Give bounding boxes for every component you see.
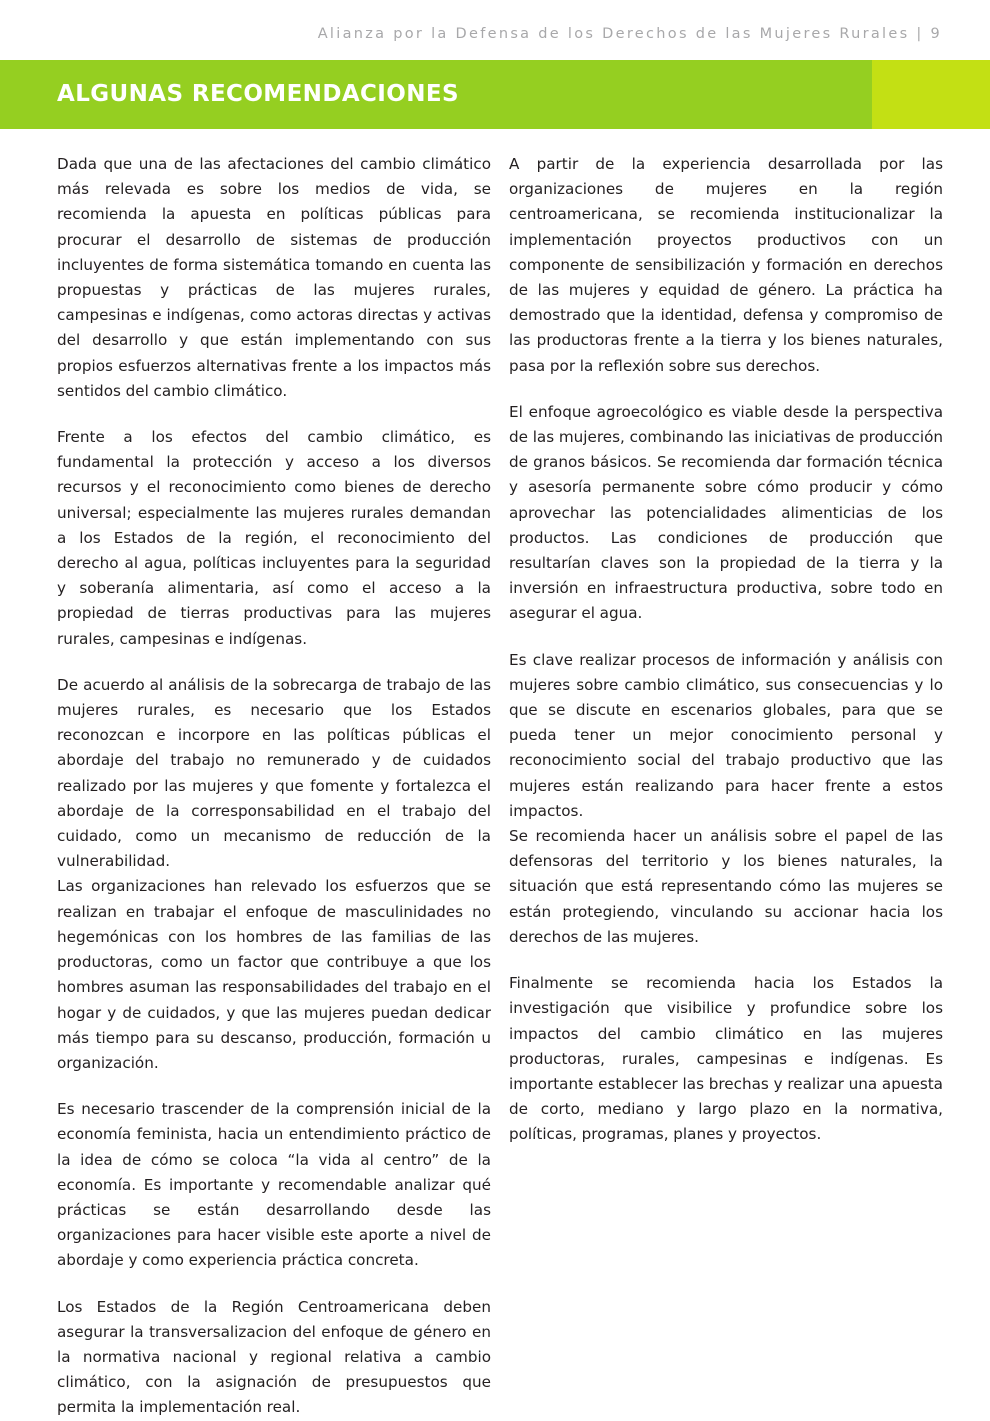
section-title: ALGUNAS RECOMENDACIONES [57,81,459,107]
paragraph: Es clave realizar procesos de información y análisis con mujeres sobre cambio climático, sus consecuencias y lo que se discute en escenarios globales, para que se pueda tener un mejor conocimiento personal y reconocimiento social del trabajo productivo que las mujeres están realizando para hacer frente a estos impactos. [509,650,943,820]
banner-main-block [0,60,872,129]
running-header: Alianza por la Defensa de los Derechos de las Mujeres Rurales | 9 [317,26,942,42]
right-column [509,152,943,1421]
paragraph: De acuerdo al análisis de la sobrecarga de trabajo de las mujeres rurales, es necesario que los Estados reconozcan e incorpore en las políticas públicas el abordaje del trabajo no remunerado y de cuidados realizado por las mujeres y que fomente y fortalezca el abordaje de la corresponsabilidad en el trabajo del cuidado, como un mecanismo de reducción de la vulnerabilidad. [57,675,491,871]
paragraph: A partir de la experiencia desarrollada por las organizaciones de mujeres en la región centroamericana, se recomienda institucionalizar la implementación proyectos productivos con un componente de sensibilización y formación en derechos de las mujeres y equidad de género. La práctica ha demostrado que la identidad, defensa y compromiso de las productoras frente a la tierra y los bienes naturales, pasa por la reflexión sobre sus derechos. [509,155,943,375]
section-banner [0,60,990,129]
paragraph: Se recomienda hacer un análisis sobre el papel de las defensoras del territorio y los bienes naturales, la situación que está representando cómo las mujeres se están protegiendo, vinculando su accionar hacia los derechos de las mujeres. [509,827,943,946]
paragraph: Dada que una de las afectaciones del cambio climático más relevada es sobre los medios de vida, se recomienda la apuesta en políticas públicas para procurar el desarrollo de sistemas de producción incluyentes de forma sistemática tomando en cuenta las propuestas y prácticas de las mujeres rurales, campesinas e indígenas, como actoras directas y activas del desarrollo y que están implementando con sus propios esfuerzos alternativas frente a los impactos más sentidos del cambio climático. [57,155,491,400]
body-columns [57,152,943,1421]
paragraph: Frente a los efectos del cambio climático, es fundamental la protección y acceso a los diversos recursos y el reconocimiento como bienes de derecho universal; especialmente las mujeres rurales demandan a los Estados de la región, el reconocimiento del derecho al agua, políticas incluyentes para la seguridad y soberanía alimentaria, así como el acceso a la propiedad de tierras productivas para las mujeres rurales, campesinas e indígenas. [57,428,491,648]
paragraph: Los Estados de la Región Centroamericana deben asegurar la transversalizacion del enfoque de género en la normativa nacional y regional relativa a cambio climático, con la asignación de presupuestos que permita la implementación real. [57,1297,491,1417]
paragraph: Las organizaciones han relevado los esfuerzos que se realizan en trabajar el enfoque de masculinidades no hegemónicas con los hombres de las familias de las productoras, como un factor que contribuye a que los hombres asuman las responsabilidades del trabajo en el hogar y de cuidados, y que las mujeres puedan dedicar más tiempo para su descanso, producción, formación u organización. [57,877,491,1072]
banner-accent-block [872,60,990,129]
paragraph: El enfoque agroecológico es viable desde la perspectiva de las mujeres, combinando las iniciativas de producción de granos básicos. Se recomienda dar formación técnica y asesoría permanente sobre cómo producir y cómo aprovechar las potencialidades alimenticias de los productos. Las condiciones de producción que resultarían claves son la propiedad de la tierra y la inversión en infraestructura productiva, sobre todo en asegurar el agua. [509,402,943,623]
paragraph: Finalmente se recomienda hacia los Estados la investigación que visibilice y profundice sobre los impactos del cambio climático en las mujeres productoras, rurales, campesinas e indígenas. Es importante establecer las brechas y realizar una apuesta de corto, mediano y largo plazo en la normativa, políticas, programas, planes y proyectos. [509,974,943,1144]
left-column [57,152,491,1421]
paragraph: Es necesario trascender de la comprensión inicial de la economía feminista, hacia un entendimiento práctico de la idea de cómo se coloca “la vida al centro” de la economía. Es importante y recomendable analizar qué prácticas se están desarrollando desde las organizaciones para hacer visible este aporte a nivel de abordaje y como experiencia práctica concreta. [57,1100,491,1270]
